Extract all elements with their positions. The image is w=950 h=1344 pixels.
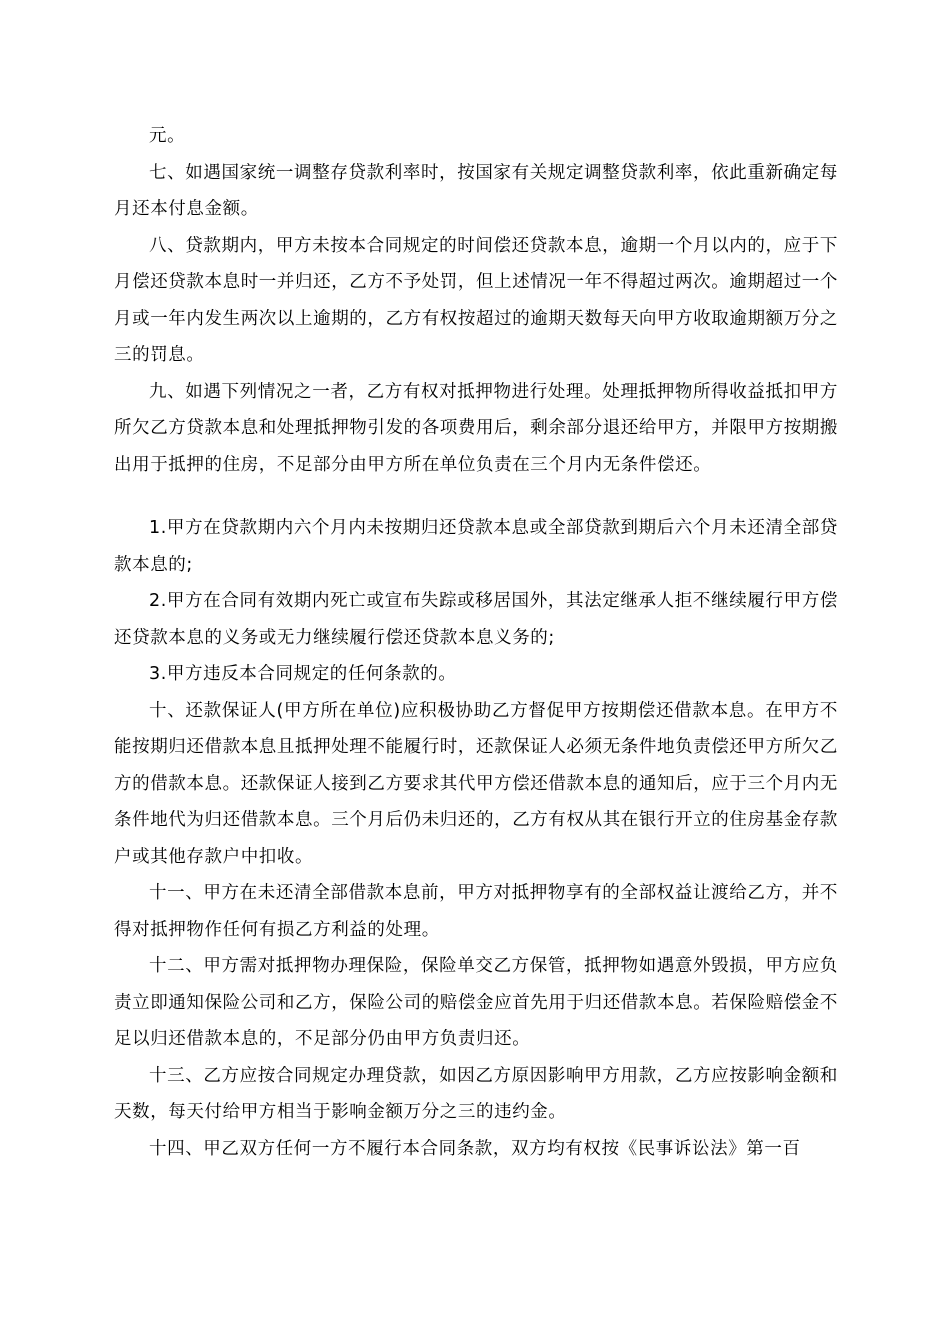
clause-8: 八、贷款期内，甲方未按本合同规定的时间偿还贷款本息，逾期一个月以内的，应于下月偿还贷款本息时一并归还，乙方不予处罚，但上述情况一年不得超过两次。逾期超过一个月或一年内发生两次以上逾期的，乙方有权按超过的逾期天数每天向甲方收取逾期额万分之三的罚息。: [114, 235, 838, 365]
clause-10: 十、还款保证人(甲方所在单位)应积极协助乙方督促甲方按期偿还借款本息。在甲方不能按期归还借款本息且抵押处理不能履行时，还款保证人必须无条件地负责偿还甲方所欠乙方的借款本息。还款保证人接到乙方要求其代甲方偿还借款本息的通知后，应于三个月内无条件地代为归还借款本息。三个月后仍未归还的，乙方有权从其在银行开立的住房基金存款户或其他存款户中扣收。: [114, 700, 838, 867]
clause-9-item-3: 3.甲方违反本合同规定的任何条款的。: [149, 664, 457, 684]
clause-12: 十二、甲方需对抵押物办理保险，保险单交乙方保管，抵押物如遇意外毁损，甲方应负责立即通知保险公司和乙方，保险公司的赔偿金应首先用于归还借款本息。若保险赔偿金不足以归还借款本息的，不足部分仍由甲方负责归还。: [114, 956, 838, 1049]
clause-9-item-2: 2.甲方在合同有效期内死亡或宣布失踪或移居国外，其法定继承人拒不继续履行甲方偿还贷款本息的义务或无力继续履行偿还贷款本息义务的;: [114, 591, 838, 648]
paragraph-spacer: [114, 483, 838, 510]
clause-14: 十四、甲乙双方任何一方不履行本合同条款，双方均有权按《民事诉讼法》第一百: [149, 1138, 801, 1159]
clause-11: 十一、甲方在未还清全部借款本息前，甲方对抵押物享有的全部权益让渡给乙方，并不得对抵押物作任何有损乙方利益的处理。: [114, 883, 838, 940]
clause-9: 九、如遇下列情况之一者，乙方有权对抵押物进行处理。处理抵押物所得收益抵扣甲方所欠乙方贷款本息和处理抵押物引发的各项费用后，剩余部分退还给甲方，并限甲方按期搬出用于抵押的住房，不足部分由甲方所在单位负责在三个月内无条件偿还。: [114, 381, 838, 475]
document-body: [114, 118, 838, 1167]
clause-9-item-1: 1.甲方在贷款期内六个月内未按期归还贷款本息或全部贷款到期后六个月未还清全部贷款本息的;: [114, 518, 838, 575]
paragraph-continuation: 元。: [149, 126, 186, 146]
clause-13: 十三、乙方应按合同规定办理贷款，如因乙方原因影响甲方用款，乙方应按影响金额和天数，每天付给甲方相当于影响金额万分之三的违约金。: [114, 1065, 838, 1122]
clause-7: 七、如遇国家统一调整存贷款利率时，按国家有关规定调整贷款利率，依此重新确定每月还本付息金额。: [114, 162, 838, 219]
